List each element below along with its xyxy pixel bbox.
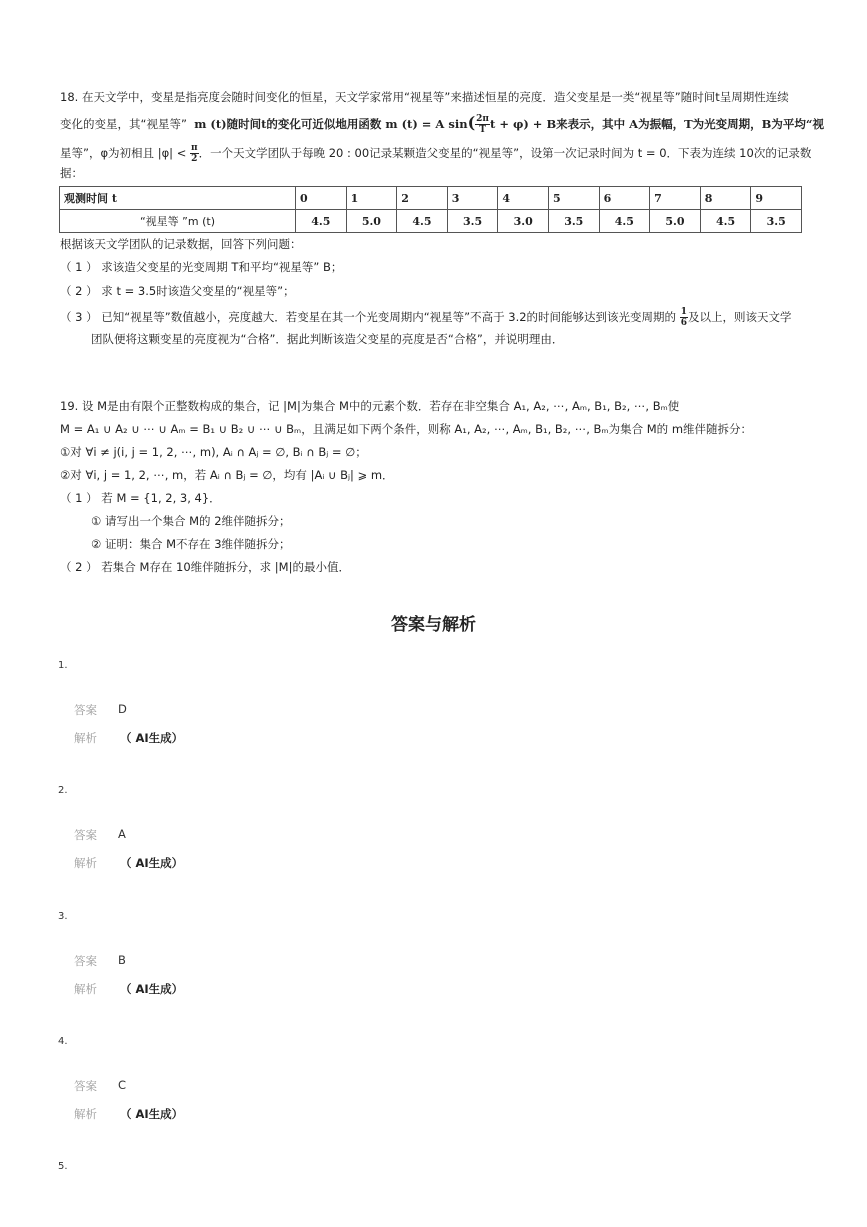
q18-line1: 18. 在天文学中，变星是指亮度会随时间变化的恒星，天文学家常用“视星等”来描述恒星的亮度．造父变星是一类“视星等”随时间t呈周期性连续 — [60, 90, 789, 104]
table-cell: 2 — [397, 187, 448, 210]
answer-value: B — [118, 953, 126, 967]
answer-number: 3. — [58, 911, 68, 922]
table-cell: 3.5 — [447, 210, 498, 233]
q18-part3-cont: 团队便将这颗变星的亮度视为“合格”．据此判断该造父变星的亮度是否“合格”，并说明理由． — [91, 332, 564, 346]
table-cell: 5.0 — [346, 210, 397, 233]
q18-fraction-1-over-6: $\frac{1}{6}$ — [680, 307, 687, 328]
q18-fraction-pi-over-2: $\frac{\pi}{2}$ — [190, 143, 198, 164]
answer-number: 1. — [58, 660, 68, 671]
q19-part2: （ 2 ） 若集合 M存在 10维伴随拆分，求 |M|的最小值． — [60, 560, 350, 574]
observation-table — [59, 186, 802, 233]
table-cell: 9 — [751, 187, 802, 210]
q18-line3: 星等”，φ为初相且 |φ| < $\frac{\pi}{2}$ ．一个天文学团队于每晚 20 : 00记录某颗造父变星的“视星等”，设第一次记录时间为 t = 0．下表为连续 10次的记录数 — [60, 143, 812, 164]
q18-after-table: 根据该天文学团队的记录数据，回答下列问题： — [60, 237, 302, 251]
table-cell: 3.5 — [548, 210, 599, 233]
analysis-label: 解析 — [74, 1107, 97, 1121]
table-cell: 3 — [447, 187, 498, 210]
answer-value: C — [118, 1078, 127, 1092]
table-cell: 4 — [498, 187, 549, 210]
q18-part1: （ 1 ） 求该造父变星的光变周期 T和平均“视星等” B； — [60, 260, 343, 274]
table-cell: 6 — [599, 187, 650, 210]
answer-value: A — [118, 827, 126, 841]
q19-condition2: ②对 ∀i, j = 1, 2, ⋯, m，若 Aᵢ ∩ Bⱼ = ∅，均有 |Aᵢ ∪ Bⱼ| ⩾ m． — [60, 468, 394, 482]
answer-value: D — [118, 702, 127, 716]
q19-part1a: ① 请写出一个集合 M的 2维伴随拆分； — [91, 514, 291, 528]
answer-label: 答案 — [74, 828, 97, 842]
table-cell: 8 — [700, 187, 751, 210]
answer-number: 2. — [58, 785, 68, 796]
table-header-magnitude: “视星等 ”m (t) — [60, 210, 296, 233]
q18-part2: （ 2 ） 求 t = 3.5时该造父变星的“视星等”； — [60, 284, 295, 298]
analysis-value: （ AI生成） — [120, 982, 184, 996]
table-row — [60, 210, 802, 233]
table-cell: 4.5 — [397, 210, 448, 233]
q19-line1: 19. 设 M是由有限个正整数构成的集合，记 |M|为集合 M中的元素个数．若存在非空集合 A₁, A₂, ⋯, Aₘ, B₁, B₂, ⋯, Bₘ使 — [60, 399, 680, 413]
table-cell: 5 — [548, 187, 599, 210]
answer-number: 4. — [58, 1036, 68, 1047]
answer-label: 答案 — [74, 954, 97, 968]
analysis-value: （ AI生成） — [120, 1107, 184, 1121]
table-cell: 1 — [346, 187, 397, 210]
table-cell: 0 — [296, 187, 347, 210]
q19-part1b: ② 证明：集合 M不存在 3维伴随拆分； — [91, 537, 291, 551]
q18-line4: 据： — [60, 166, 83, 180]
q18-line2: 变化的变星，其“视星等” m (t)随时间t的变化可近似地用函数 m (t) = A sin( $\frac{2\pi}{T}$ t + φ) + B来表示，其中 A为振幅，T为光变周期，B为平均“视 — [60, 113, 824, 135]
table-cell: 7 — [650, 187, 701, 210]
table-cell: 4.5 — [296, 210, 347, 233]
answer-label: 答案 — [74, 1079, 97, 1093]
analysis-value: （ AI生成） — [120, 731, 184, 745]
q18-part3: （ 3 ） 已知“视星等”数值越小，亮度越大．若变星在其一个光变周期内“视星等”不高于 3.2的时间能够达到该光变周期的 $\frac{1}{6}$ 及以上，则该天文学 — [60, 307, 792, 328]
q19-part1: （ 1 ） 若 M = {1, 2, 3, 4}． — [60, 491, 221, 505]
q19-line2: M = A₁ ∪ A₂ ∪ ⋯ ∪ Aₘ = B₁ ∪ B₂ ∪ ⋯ ∪ Bₘ，且满足如下两个条件，则称 A₁, A₂, ⋯, Aₘ, B₁, B₂, ⋯, Bₘ为集合 M的 m维伴随拆分： — [60, 422, 753, 436]
table-cell: 3.0 — [498, 210, 549, 233]
q18-fraction-2pi-over-T: $\frac{2\pi}{T}$ — [476, 114, 489, 135]
answer-label: 答案 — [74, 703, 97, 717]
analysis-value: （ AI生成） — [120, 856, 184, 870]
answers-title: 答案与解析 — [391, 615, 476, 635]
table-row — [60, 187, 802, 210]
answer-number: 5. — [58, 1161, 68, 1172]
q19-condition1: ①对 ∀i ≠ j(i, j = 1, 2, ⋯, m), Aᵢ ∩ Aⱼ = ∅, Bᵢ ∩ Bⱼ = ∅； — [60, 445, 367, 459]
table-cell: 3.5 — [751, 210, 802, 233]
analysis-label: 解析 — [74, 982, 97, 996]
table-cell: 4.5 — [700, 210, 751, 233]
analysis-label: 解析 — [74, 856, 97, 870]
analysis-label: 解析 — [74, 731, 97, 745]
table-cell: 4.5 — [599, 210, 650, 233]
table-header-time: 观测时间 t — [60, 187, 296, 210]
table-cell: 5.0 — [650, 210, 701, 233]
